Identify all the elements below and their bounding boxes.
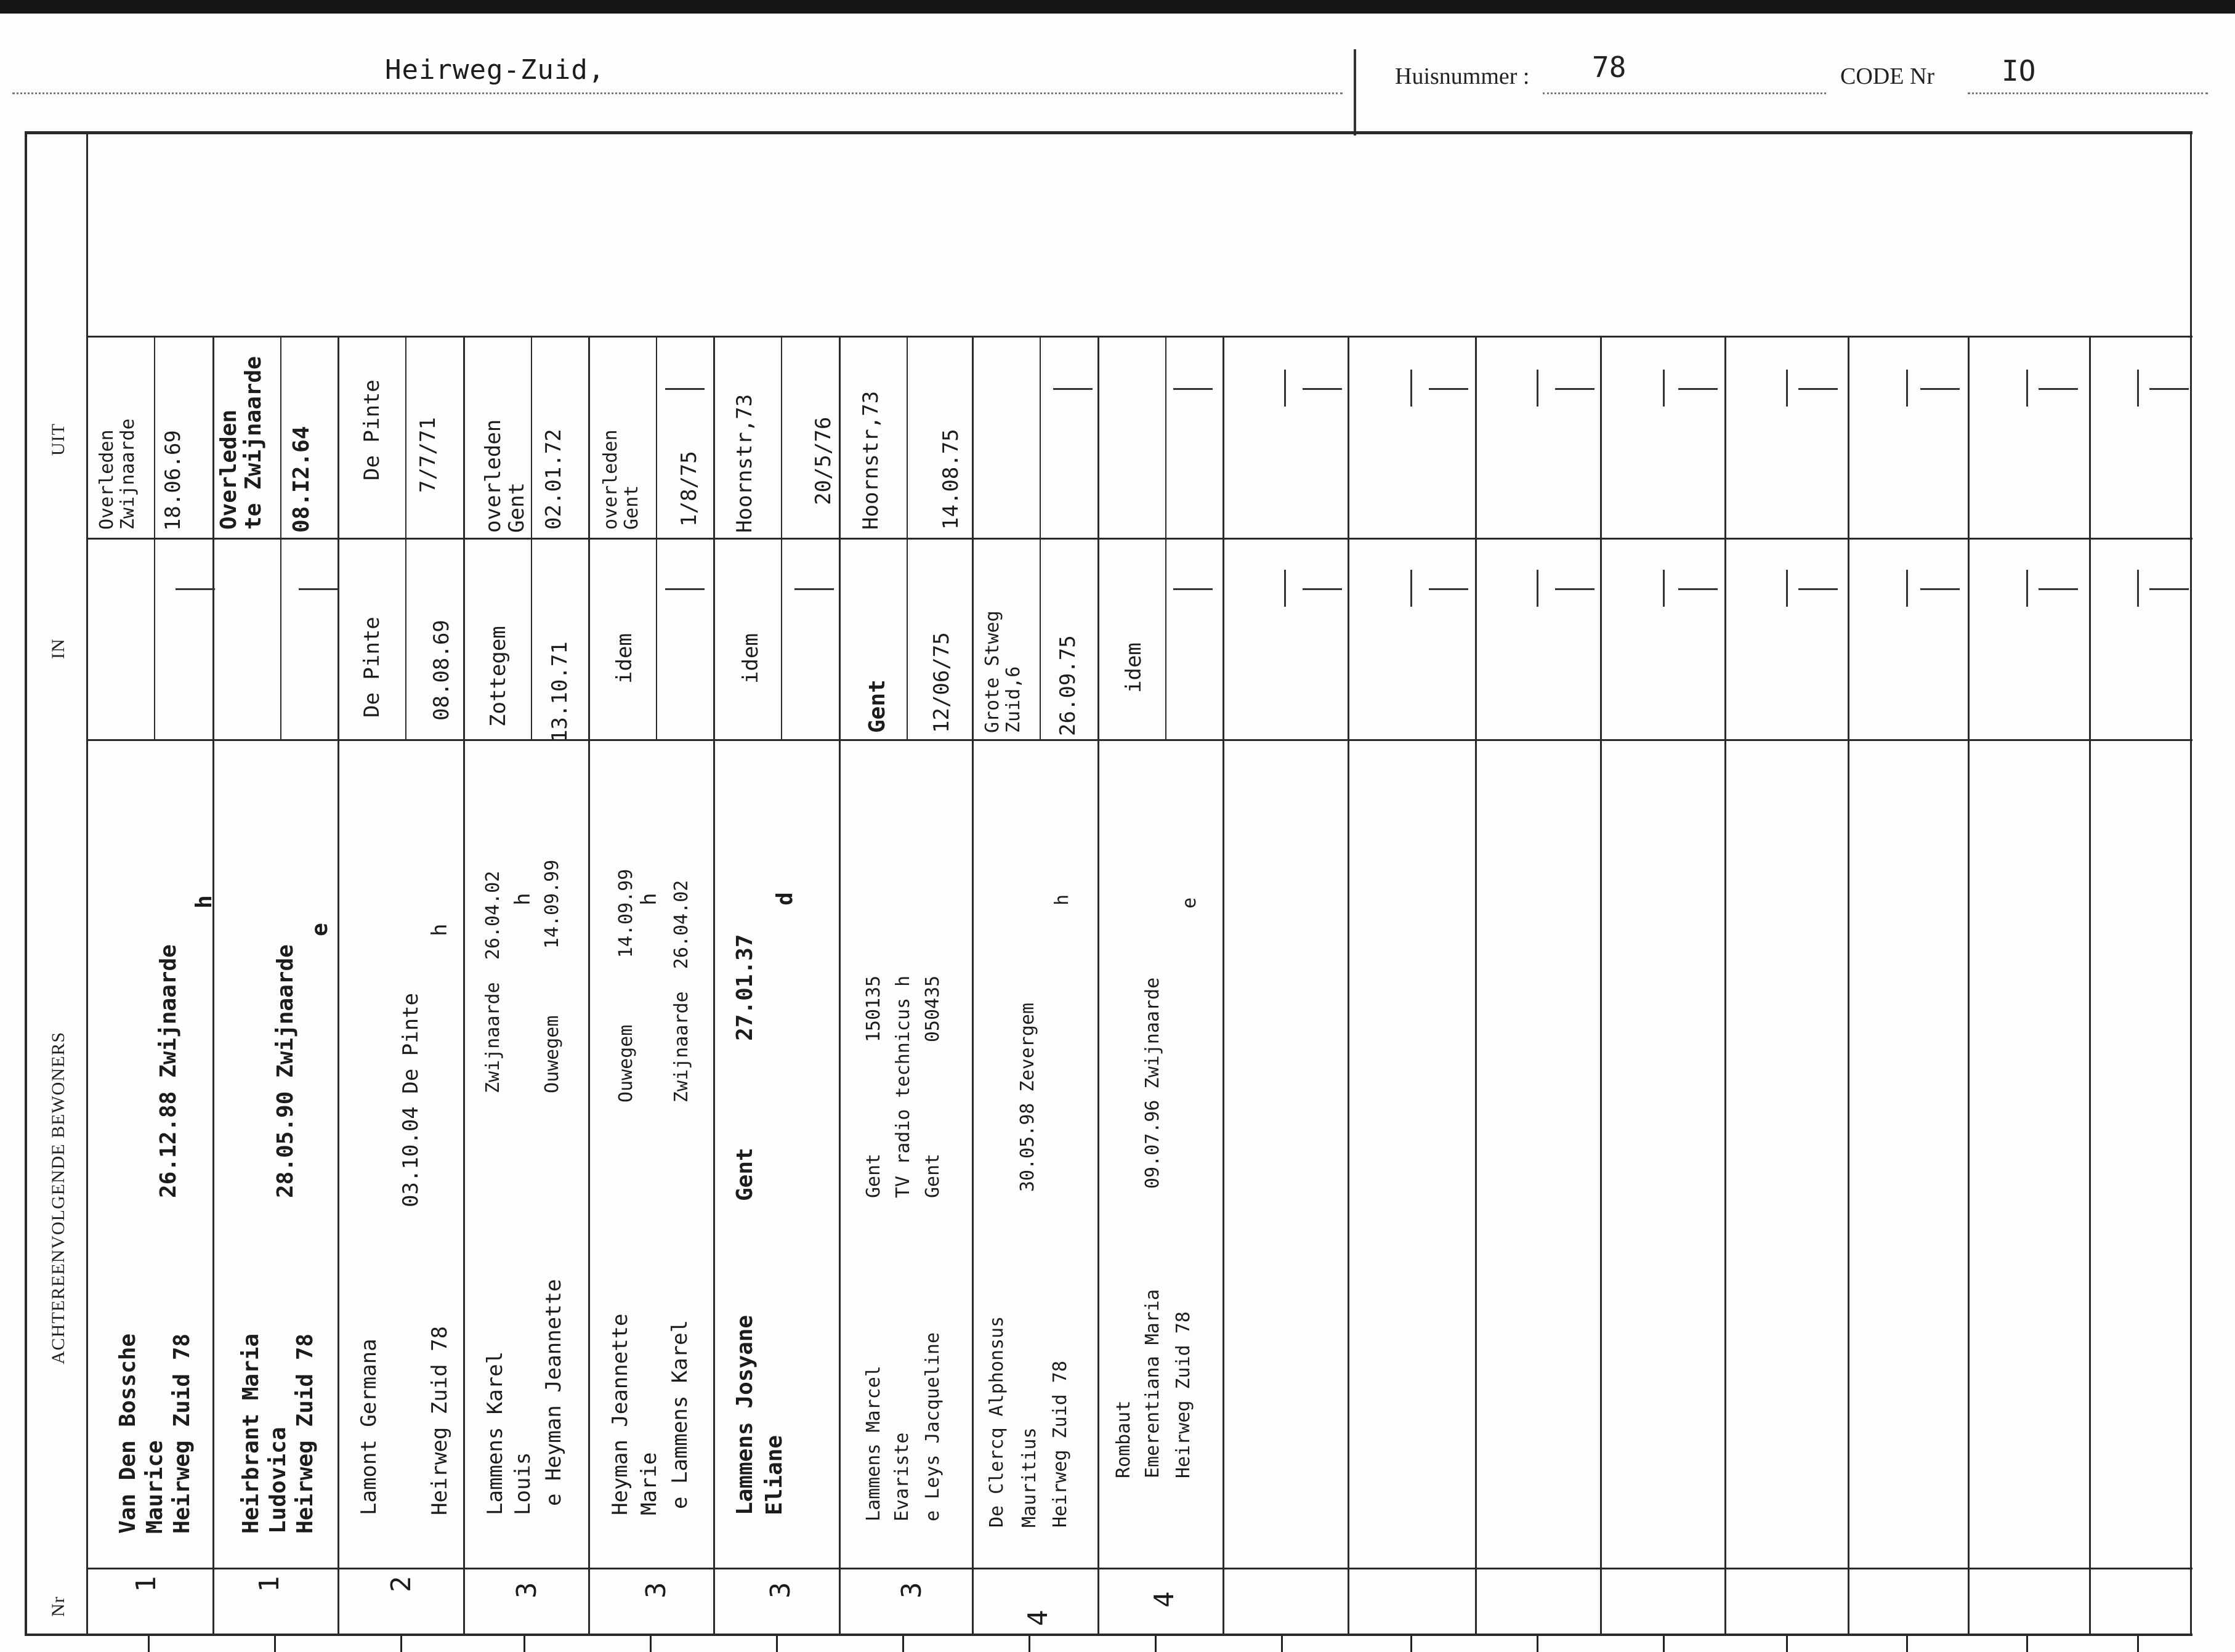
bottom-tick (650, 1635, 652, 1652)
resident-firstname: Eliane (762, 1435, 787, 1515)
uit-place: overleden Gent (481, 419, 530, 533)
uit-top-line (86, 336, 2193, 338)
in-subcolumn-line (531, 540, 532, 739)
empty-tick (1663, 570, 1665, 607)
empty-mark (1053, 388, 1093, 390)
empty-mark (2149, 588, 2189, 590)
resident-sex: e (1179, 897, 1200, 909)
resident-firstname: Evariste (891, 1432, 913, 1521)
column-line (463, 336, 465, 1635)
column-line (1223, 336, 1224, 1635)
uit-date: 02.01.72 (541, 429, 566, 530)
uit-subcolumn-line (531, 338, 532, 538)
column-line (1475, 336, 1477, 1635)
empty-mark (1678, 588, 1718, 590)
table-top-border (25, 131, 2193, 134)
empty-tick (1284, 570, 1286, 607)
uit-subcolumn-line (907, 338, 908, 538)
scan-top-edge (0, 0, 2235, 14)
header-separator (1354, 49, 1356, 136)
empty-mark (1555, 388, 1594, 390)
in-uit-divider (86, 538, 2193, 540)
resident-surname: Lammens Marcel (863, 1366, 884, 1521)
in-date: 08.08.69 (429, 620, 454, 721)
bottom-tick (1029, 1635, 1030, 1652)
spouse-birth: Ouwegem 14.09.99 (541, 859, 563, 1093)
empty-tick (2137, 370, 2139, 407)
code-dotted-line (1968, 92, 2208, 94)
resident-birth: 28.05.90 Zwijnaarde (273, 944, 298, 1198)
resident-surname: Lammens Karel (483, 1351, 507, 1515)
resident-birth: 09.07.96 Zwijnaarde (1142, 977, 1163, 1189)
in-subcolumn-line (907, 540, 908, 739)
bottom-tick (1663, 1635, 1665, 1652)
bottom-tick (1281, 1635, 1283, 1652)
uit-date: 18.06.69 (161, 430, 185, 531)
empty-tick (2137, 570, 2139, 607)
row-nr: 1 (254, 1576, 285, 1592)
empty-mark (176, 588, 215, 590)
resident-birth: 30.05.98 Zevergem (1017, 1002, 1038, 1192)
in-place: Gent (865, 679, 890, 733)
empty-mark (794, 588, 834, 590)
row-nr: 2 (386, 1576, 417, 1592)
spouse-birth: Gent 050435 (922, 975, 944, 1198)
resident-surname: De Clercq Alphonsus (986, 1316, 1008, 1528)
in-place: idem (1122, 642, 1146, 693)
column-line (588, 336, 590, 1635)
empty-mark (1429, 388, 1468, 390)
huisnummer-value: 78 (1592, 51, 1627, 84)
uit-subcolumn-line (781, 338, 782, 538)
row-nr: 4 (1022, 1609, 1054, 1626)
empty-mark (1798, 388, 1838, 390)
resident-birth: Gent 27.01.37 (732, 934, 758, 1201)
in-place: idem (612, 633, 637, 684)
uit-date: 08.I2.64 (289, 426, 314, 533)
in-subcolumn-line (405, 540, 406, 739)
header-uit: UIT (48, 423, 68, 456)
row-nr: 3 (511, 1582, 543, 1598)
uit-place: overleden Gent (600, 429, 642, 530)
bottom-tick (776, 1635, 778, 1652)
header-bewoners: ACHTEREENVOLGENDE BEWONERS (48, 1031, 68, 1364)
row-nr: 4 (1149, 1591, 1180, 1608)
resident-firstname: Mauritius (1019, 1427, 1040, 1528)
in-subcolumn-line (656, 540, 657, 739)
bottom-tick (1906, 1635, 1908, 1652)
in-subcolumn-line (280, 540, 281, 739)
empty-mark (299, 588, 338, 590)
empty-mark (1920, 388, 1960, 390)
empty-mark (1303, 588, 1342, 590)
bottom-tick (400, 1635, 402, 1652)
empty-tick (1906, 370, 1908, 407)
uit-place: Hoornstr,73 (859, 391, 883, 530)
uit-subcolumn-line (1040, 338, 1041, 538)
in-date: 13.10.71 (548, 641, 572, 742)
uit-date: 14.08.75 (939, 429, 963, 530)
column-line (2089, 336, 2091, 1635)
resident-address: Heirweg Zuid 78 (1049, 1361, 1071, 1528)
uit-subcolumn-line (656, 338, 657, 538)
in-place: idem (738, 633, 763, 684)
uit-subcolumn-line (154, 338, 155, 538)
bottom-tick (2026, 1635, 2028, 1652)
header-in: IN (48, 638, 68, 659)
in-subcolumn-line (154, 540, 155, 739)
column-line (1600, 336, 1602, 1635)
empty-mark (2149, 388, 2189, 390)
header-nr: Nr (48, 1596, 68, 1617)
uit-place: De Pinte (360, 379, 384, 480)
resident-surname: Rombaut (1113, 1400, 1134, 1478)
code-value: IO (2002, 54, 2036, 87)
spouse-birth: Zwijnaarde 26.04.02 (671, 880, 692, 1103)
column-line (713, 336, 715, 1635)
empty-mark (1303, 388, 1342, 390)
uit-date: 20/5/76 (811, 416, 836, 505)
resident-birth: Ouwegem 14.09.99 (615, 869, 637, 1103)
uit-place: Overleden te Zwijnaarde (216, 356, 267, 530)
table-right-border (2190, 131, 2192, 1635)
resident-address: Heirweg Zuid 78 (169, 1333, 195, 1534)
in-place: Grote Stweg Zuid,6 (982, 610, 1024, 733)
resident-firstname: Maurice (142, 1440, 168, 1534)
bottom-tick (148, 1635, 150, 1652)
empty-tick (1786, 370, 1788, 407)
bottom-tick (523, 1635, 525, 1652)
resident-firstname: Marie (637, 1452, 661, 1515)
street-name: Heirweg-Zuid, (385, 54, 605, 86)
bottom-tick (274, 1635, 276, 1652)
resident-surname: Heyman Jeannette (608, 1313, 633, 1515)
empty-tick (1410, 570, 1412, 607)
column-line (972, 336, 974, 1635)
in-place: Zottegem (486, 626, 511, 727)
bottom-tick (1410, 1635, 1412, 1652)
column-line (1097, 336, 1099, 1635)
empty-mark (665, 388, 705, 390)
in-subcolumn-line (1165, 540, 1166, 739)
empty-mark (2039, 388, 2078, 390)
resident-birth: 03.10.04 De Pinte (398, 993, 423, 1207)
empty-mark (1678, 388, 1718, 390)
resident-address: Heirweg Zuid 78 (293, 1333, 318, 1534)
row-nr: 3 (896, 1582, 928, 1598)
empty-mark (1173, 388, 1213, 390)
empty-mark (2039, 588, 2078, 590)
column-line (212, 336, 214, 1635)
table-left-border (25, 131, 27, 1635)
uit-date: 1/8/75 (677, 451, 701, 527)
resident-birth: Zwijnaarde 26.04.02 (482, 870, 504, 1093)
header-column-line (86, 131, 88, 1635)
column-line (1848, 336, 1849, 1635)
huisnummer-dotted-line (1543, 92, 1826, 94)
empty-tick (1537, 370, 1538, 407)
in-place: De Pinte (360, 617, 384, 718)
resident-surname: Lammens Josyane (732, 1314, 758, 1515)
resident-sex: h (511, 893, 535, 905)
resident-sex: h (192, 895, 217, 909)
resident-sex: d (772, 892, 798, 905)
row-nr: 3 (641, 1582, 672, 1598)
in-date: 26.09.75 (1056, 635, 1080, 736)
resident-surname: Van Den Bossche (115, 1333, 140, 1534)
uit-date: 7/7/71 (416, 417, 440, 493)
column-line (1724, 336, 1726, 1635)
empty-mark (1798, 588, 1838, 590)
street-dotted-line (12, 92, 1343, 94)
column-line (839, 336, 841, 1635)
row-nr: 3 (765, 1582, 796, 1598)
resident-firstname: Ludovica (265, 1427, 291, 1534)
row-nr: 1 (131, 1576, 162, 1592)
empty-mark (665, 588, 705, 590)
empty-tick (2026, 370, 2028, 407)
uit-place: Overleden Zwijnaarde (96, 418, 139, 530)
empty-tick (1786, 570, 1788, 607)
column-line (337, 336, 339, 1635)
resident-spouse: e Heyman Jeannette (541, 1279, 566, 1506)
bottom-tick (1786, 1635, 1788, 1652)
empty-tick (1410, 370, 1412, 407)
resident-occupation: TV radio technicus h (892, 975, 914, 1198)
resident-birth: Gent 150135 (863, 975, 884, 1198)
resident-spouse: e Lammens Karel (668, 1319, 692, 1509)
empty-mark (1173, 588, 1213, 590)
in-subcolumn-line (1040, 540, 1041, 739)
resident-firstname: Emerentiana Maria (1142, 1289, 1163, 1478)
bottom-tick (1537, 1635, 1538, 1652)
bottom-tick (902, 1635, 904, 1652)
resident-firstname: Louis (511, 1452, 535, 1515)
empty-mark (1555, 588, 1594, 590)
resident-sex: h (427, 923, 452, 936)
resident-sex: h (1051, 894, 1073, 905)
bewoners-in-divider (86, 739, 2193, 741)
in-date: 12/06/75 (929, 632, 954, 733)
uit-subcolumn-line (1165, 338, 1166, 538)
bottom-tick (2137, 1635, 2139, 1652)
resident-surname: Lamont Germana (357, 1338, 381, 1515)
empty-tick (2026, 570, 2028, 607)
empty-mark (1920, 588, 1960, 590)
uit-subcolumn-line (405, 338, 406, 538)
column-line (1968, 336, 1970, 1635)
in-subcolumn-line (781, 540, 782, 739)
empty-tick (1284, 370, 1286, 407)
resident-surname: Heirbrant Maria (238, 1333, 264, 1534)
resident-address: Heirweg Zuid 78 (427, 1326, 452, 1515)
empty-tick (1663, 370, 1665, 407)
nr-bewoners-divider (86, 1568, 2193, 1569)
resident-sex: h (637, 893, 661, 905)
table-bottom-border (25, 1634, 2193, 1636)
uit-subcolumn-line (280, 338, 281, 538)
resident-sex: e (307, 923, 333, 936)
uit-place: Hoornstr,73 (732, 394, 757, 533)
column-line (1348, 336, 1349, 1635)
bottom-tick (1155, 1635, 1157, 1652)
empty-mark (1429, 588, 1468, 590)
empty-tick (1906, 570, 1908, 607)
empty-tick (1537, 570, 1538, 607)
code-label: CODE Nr (1840, 63, 1935, 89)
huisnummer-label: Huisnummer : (1395, 63, 1530, 89)
resident-address: Heirweg Zuid 78 (1173, 1311, 1194, 1478)
resident-birth: 26.12.88 Zwijnaarde (156, 944, 181, 1198)
resident-spouse: e Leys Jacqueline (922, 1332, 944, 1521)
